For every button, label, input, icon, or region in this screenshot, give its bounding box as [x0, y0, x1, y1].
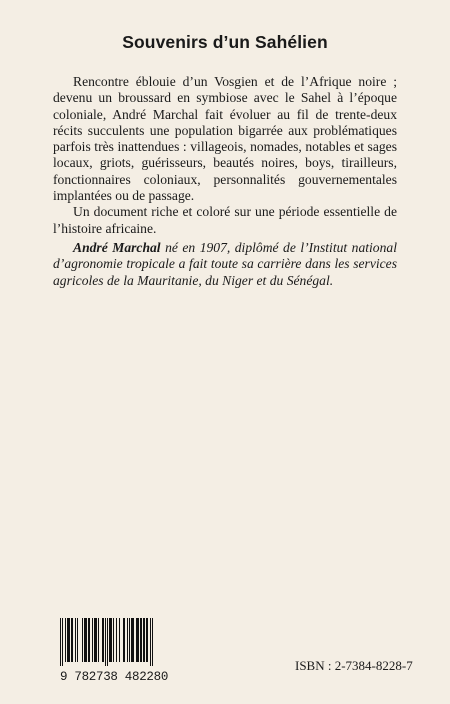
author-bio-text: né en 1907, diplômé de l’Institut national d’agronomie tropicale a fait toute sa carrière dans les services agricoles de la Mauritanie, du Niger et du Sénégal.	[53, 240, 397, 288]
blurb-paragraph-2: Un document riche et coloré sur une période essentielle de l’histoire africaine.	[53, 204, 397, 236]
blurb	[53, 74, 397, 237]
book-title: Souvenirs d’un Sahélien	[122, 32, 328, 52]
barcode	[52, 616, 160, 666]
isbn-label: ISBN : 2-7384-8228-7	[295, 658, 413, 673]
author-bio	[53, 240, 397, 289]
barcode-digits: 9 782738 482280	[60, 670, 169, 684]
author-name: André Marchal	[73, 240, 161, 255]
blurb-paragraph-1: Rencontre éblouie d’un Vosgien et de l’Afrique noire ; devenu un broussard en symbiose avec le Sahel à l’époque coloniale, André Marchal fait évoluer au fil de trente-deux récits succulents une population bigarrée aux problématiques parfois très inattendues : villageois, nomades, notables et sages locaux, griots, guérisseurs, beautés noires, boys, tirailleurs, fonctionnaires coloniaux, personnalités gouvernementales implantées ou de passage.	[53, 74, 397, 204]
barcode-bars-icon	[52, 616, 160, 666]
